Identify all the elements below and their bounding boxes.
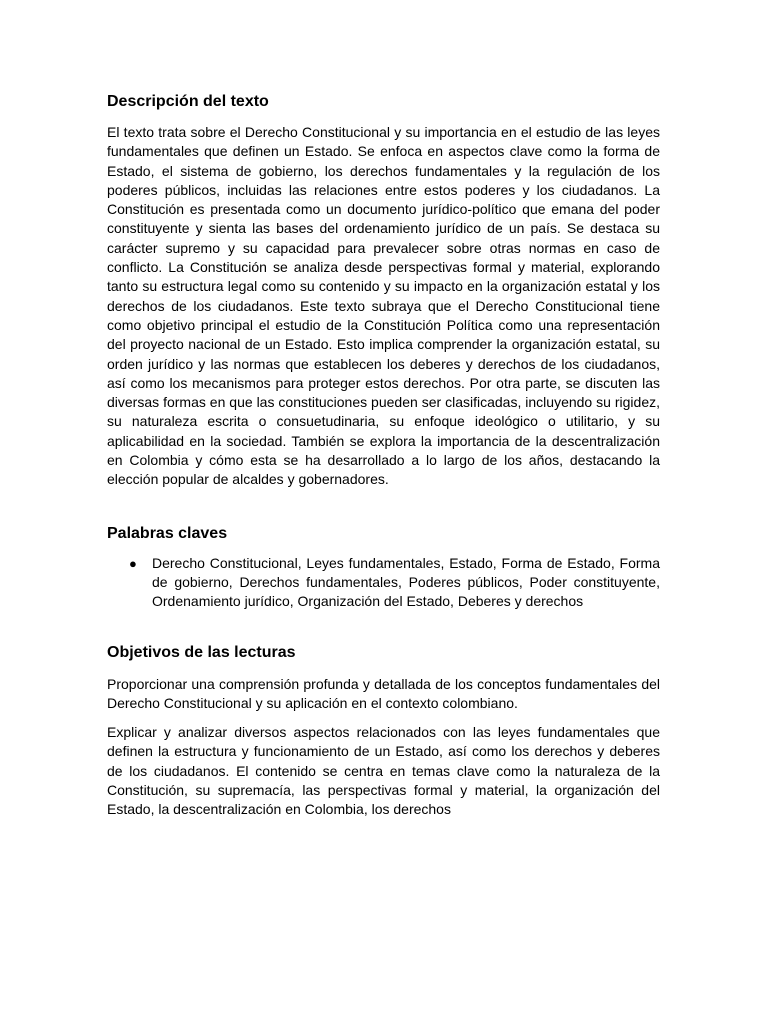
section-title-objectives: Objetivos de las lecturas [107, 643, 296, 661]
list-item [107, 554, 660, 612]
objectives-paragraph: Explicar y analizar diversos aspectos relacionados con las leyes fundamentales que definen la estructura y funcionamiento de un Estado, así como los derechos y deberes de los ciudadanos. El contenido se centra en temas clave como la naturaleza de la Constitución, su supremacía, las perspectivas formal y material, la organización del Estado, la descentralización en Colombia, los derechos [107, 724, 660, 818]
keywords-list [107, 554, 660, 612]
description-paragraph: El texto trata sobre el Derecho Constitucional y su importancia en el estudio de las leyes fundamentales que definen un Estado. Se enfoca en aspectos clave como la forma de Estado, el sistema de gobierno, los derechos fundamentales y la regulación de los poderes públicos, incluidas las relaciones entre estos poderes y los ciudadanos. La Constitución es presentada como un documento jurídico-político que emana del poder constituyente y sienta las bases del ordenamiento jurídico de un país. Se destaca su carácter supremo y su capacidad para prevalecer sobre otras normas en caso de conflicto. La Constitución se analiza desde perspectivas formal y material, explorando tanto su estructura legal como su contenido y su impacto en la organización estatal y los derechos de los ciudadanos. Este texto subraya que el Derecho Constitucional tiene como objetivo principal el estudio de la Constitución Política como una representación del proyecto nacional de un Estado. Esto implica comprender la organización estatal, su orden jurídico y las normas que establecen los deberes y derechos de los ciudadanos, así como los mecanismos para proteger estos derechos. Por otra parte, se discuten las diversas formas en que las constituciones pueden ser clasificadas, incluyendo su rigidez, su naturaleza escrita o consuetudinaria, su enfoque ideológico o utilitario, y su aplicabilidad en la sociedad. También se explora la importancia de la descentralización en Colombia y cómo esta se ha desarrollado a lo largo de los años, destacando la elección popular de alcaldes y gobernadores. [107, 124, 660, 488]
section-title-keywords: Palabras claves [107, 524, 228, 542]
objectives-paragraph: Proporcionar una comprensión profunda y detallada de los conceptos fundamentales del Derecho Constitucional y su aplicación en el contexto colombiano. [107, 675, 660, 711]
document-page [107, 92, 660, 820]
bullet-icon: ● [129, 555, 137, 571]
section-title-description: Descripción del texto [107, 93, 269, 110]
keywords-text: Derecho Constitucional, Leyes fundamentales, Estado, Forma de Estado, Forma de gobierno, Derechos fundamentales, Poderes públicos, Poder constituyente, Ordenamiento jurídico, Organización del Estado, Deberes y derechos [152, 554, 660, 610]
